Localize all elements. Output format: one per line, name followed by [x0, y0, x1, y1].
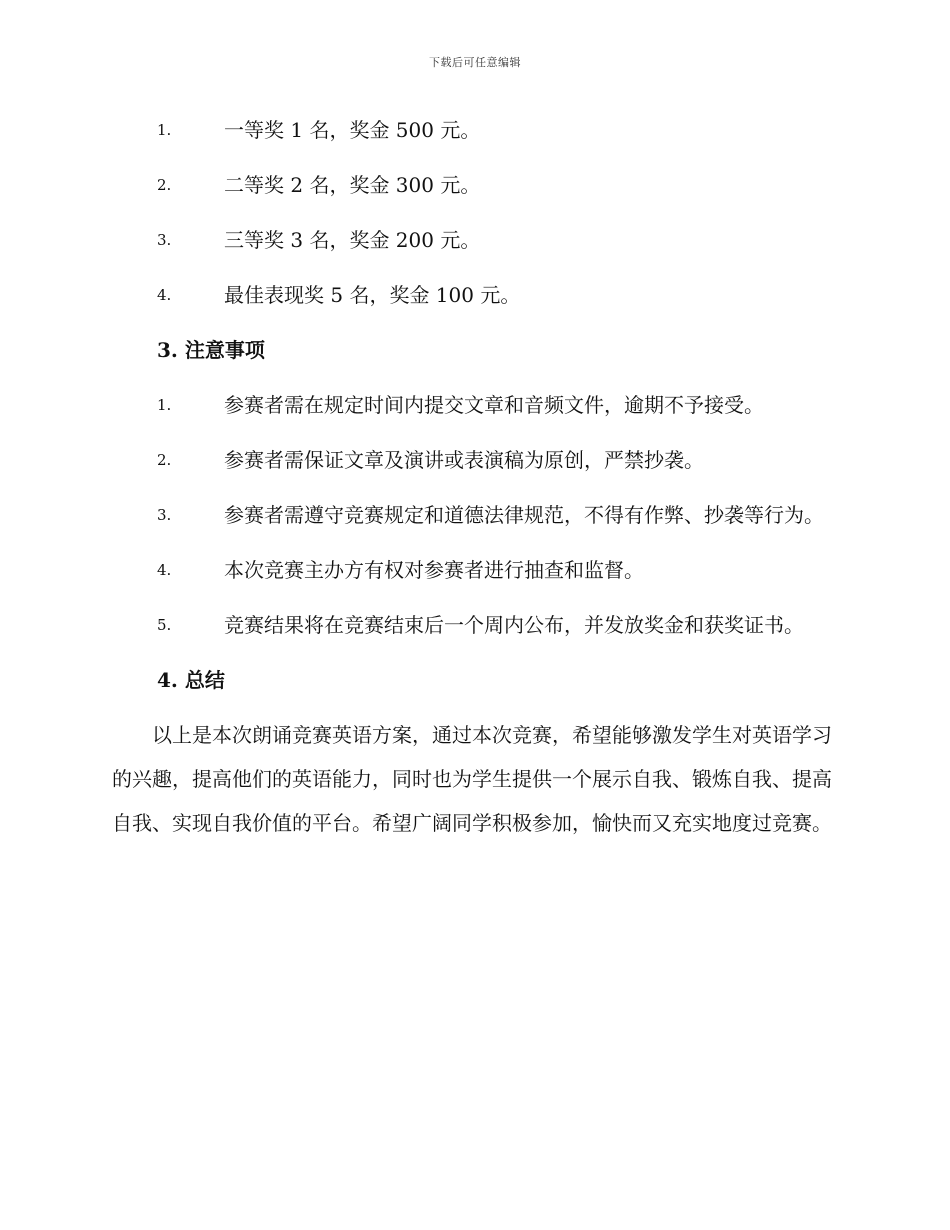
list-number: 4.: [157, 286, 172, 304]
notes-item-3: [112, 493, 834, 537]
list-number: 1.: [157, 121, 172, 139]
prize-item-1: [112, 108, 834, 152]
section-heading-notes: 3. 注意事项: [157, 338, 265, 362]
section-heading-summary: 4. 总结: [157, 668, 225, 692]
summary-paragraph: 以上是本次朗诵竞赛英语方案，通过本次竞赛，希望能够激发学生对英语学习的兴趣，提高他们的英语能力，同时也为学生提供一个展示自我、锻炼自我、提高自我、实现自我价值的平台。希望广阔同学积极参加，愉快而又充实地度过竞赛。: [112, 723, 832, 835]
list-text: 本次竞赛主办方有权对参赛者进行抽查和监督。: [224, 558, 644, 582]
list-number: 3.: [157, 506, 172, 524]
notes-item-5: [112, 603, 834, 647]
list-text: 三等奖 3 名，奖金 200 元。: [224, 228, 481, 252]
list-number: 5.: [157, 616, 172, 634]
list-text: 参赛者需保证文章及演讲或表演稿为原创，严禁抄袭。: [224, 448, 704, 472]
page-header: 下载后可任意编辑: [429, 56, 521, 69]
document-body: [112, 108, 834, 845]
notes-item-2: [112, 438, 834, 482]
notes-item-4: [112, 548, 834, 592]
prize-item-2: [112, 163, 834, 207]
list-text: 参赛者需遵守竞赛规定和道德法律规范，不得有作弊、抄袭等行为。: [224, 503, 824, 527]
list-text: 竞赛结果将在竞赛结束后一个周内公布，并发放奖金和获奖证书。: [224, 613, 804, 637]
list-number: 4.: [157, 561, 172, 579]
list-text: 最佳表现奖 5 名，奖金 100 元。: [224, 283, 521, 307]
prize-item-3: [112, 218, 834, 262]
list-text: 二等奖 2 名，奖金 300 元。: [224, 173, 481, 197]
list-number: 1.: [157, 396, 172, 414]
list-text: 一等奖 1 名，奖金 500 元。: [224, 118, 481, 142]
list-number: 2.: [157, 451, 172, 469]
prize-item-4: [112, 273, 834, 317]
list-text: 参赛者需在规定时间内提交文章和音频文件，逾期不予接受。: [224, 393, 764, 417]
list-number: 2.: [157, 176, 172, 194]
notes-item-1: [112, 383, 834, 427]
list-number: 3.: [157, 231, 172, 249]
